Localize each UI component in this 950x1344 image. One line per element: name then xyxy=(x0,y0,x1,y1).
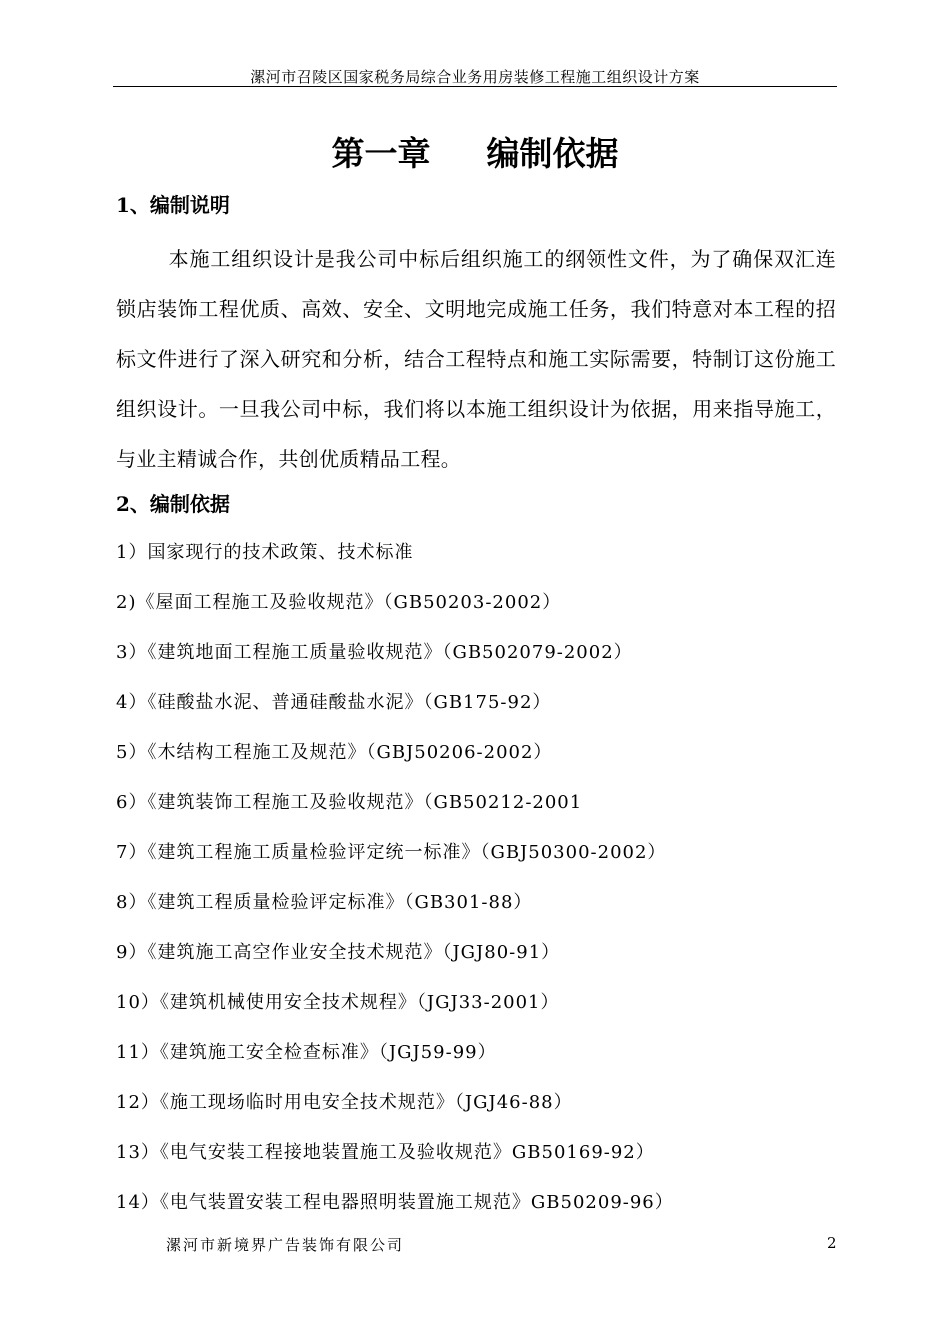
chapter-title xyxy=(0,128,950,175)
reference-item: 3）《建筑地面工程施工质量验收规范》（GB502079-2002） xyxy=(116,642,633,663)
reference-item: 8）《建筑工程质量检验评定标准》（GB301-88） xyxy=(116,892,533,913)
reference-item: 7）《建筑工程施工质量检验评定统一标准》（GBJ50300-2002） xyxy=(116,842,667,863)
section-heading-explanation: 1、编制说明 xyxy=(116,193,230,217)
reference-item: 11）《建筑施工安全检查标准》（JGJ59-99） xyxy=(116,1042,497,1063)
reference-item: 2)《屋面工程施工及验收规范》（GB50203-2002） xyxy=(116,592,562,613)
page-number: 2 xyxy=(827,1234,837,1252)
reference-item: 1）国家现行的技术政策、技术标准 xyxy=(116,542,414,563)
chapter-name: 编制依据 xyxy=(486,134,619,173)
reference-item: 5）《木结构工程施工及规范》（GBJ50206-2002） xyxy=(116,742,553,763)
reference-item: 13）《电气安装工程接地装置施工及验收规范》GB50169-92） xyxy=(116,1142,655,1163)
section-heading-basis: 2、编制依据 xyxy=(116,492,230,516)
reference-item: 9）《建筑施工高空作业安全技术规范》（JGJ80-91） xyxy=(116,942,561,963)
footer-company: 漯河市新境界广告装饰有限公司 xyxy=(166,1236,405,1254)
header-divider xyxy=(113,86,837,87)
reference-item: 14）《电气装置安装工程电器照明装置施工规范》GB50209-96） xyxy=(116,1192,674,1213)
reference-item: 10）《建筑机械使用安全技术规程》（JGJ33-2001） xyxy=(116,992,560,1013)
explanation-paragraph xyxy=(116,234,836,484)
reference-item: 4）《硅酸盐水泥、普通硅酸盐水泥》（GB175-92） xyxy=(116,692,552,713)
chapter-number: 第一章 xyxy=(331,134,431,173)
reference-item: 6）《建筑装饰工程施工及验收规范》（GB50212-2001 xyxy=(116,792,583,813)
explanation-paragraph-text: 本施工组织设计是我公司中标后组织施工的纲领性文件，为了确保双汇连锁店装饰工程优质、高效、安全、文明地完成施工任务，我们特意对本工程的招标文件进行了深入研究和分析，结合工程特点和施工实际需要，特制订这份施工组织设计。一旦我公司中标，我们将以本施工组织设计为依据，用来指导施工，与业主精诚合作，共创优质精品工程。 xyxy=(116,247,836,471)
reference-item: 12）《施工现场临时用电安全技术规范》（JGJ46-88） xyxy=(116,1092,573,1113)
header-title: 漯河市召陵区国家税务局综合业务用房装修工程施工组织设计方案 xyxy=(250,68,700,86)
